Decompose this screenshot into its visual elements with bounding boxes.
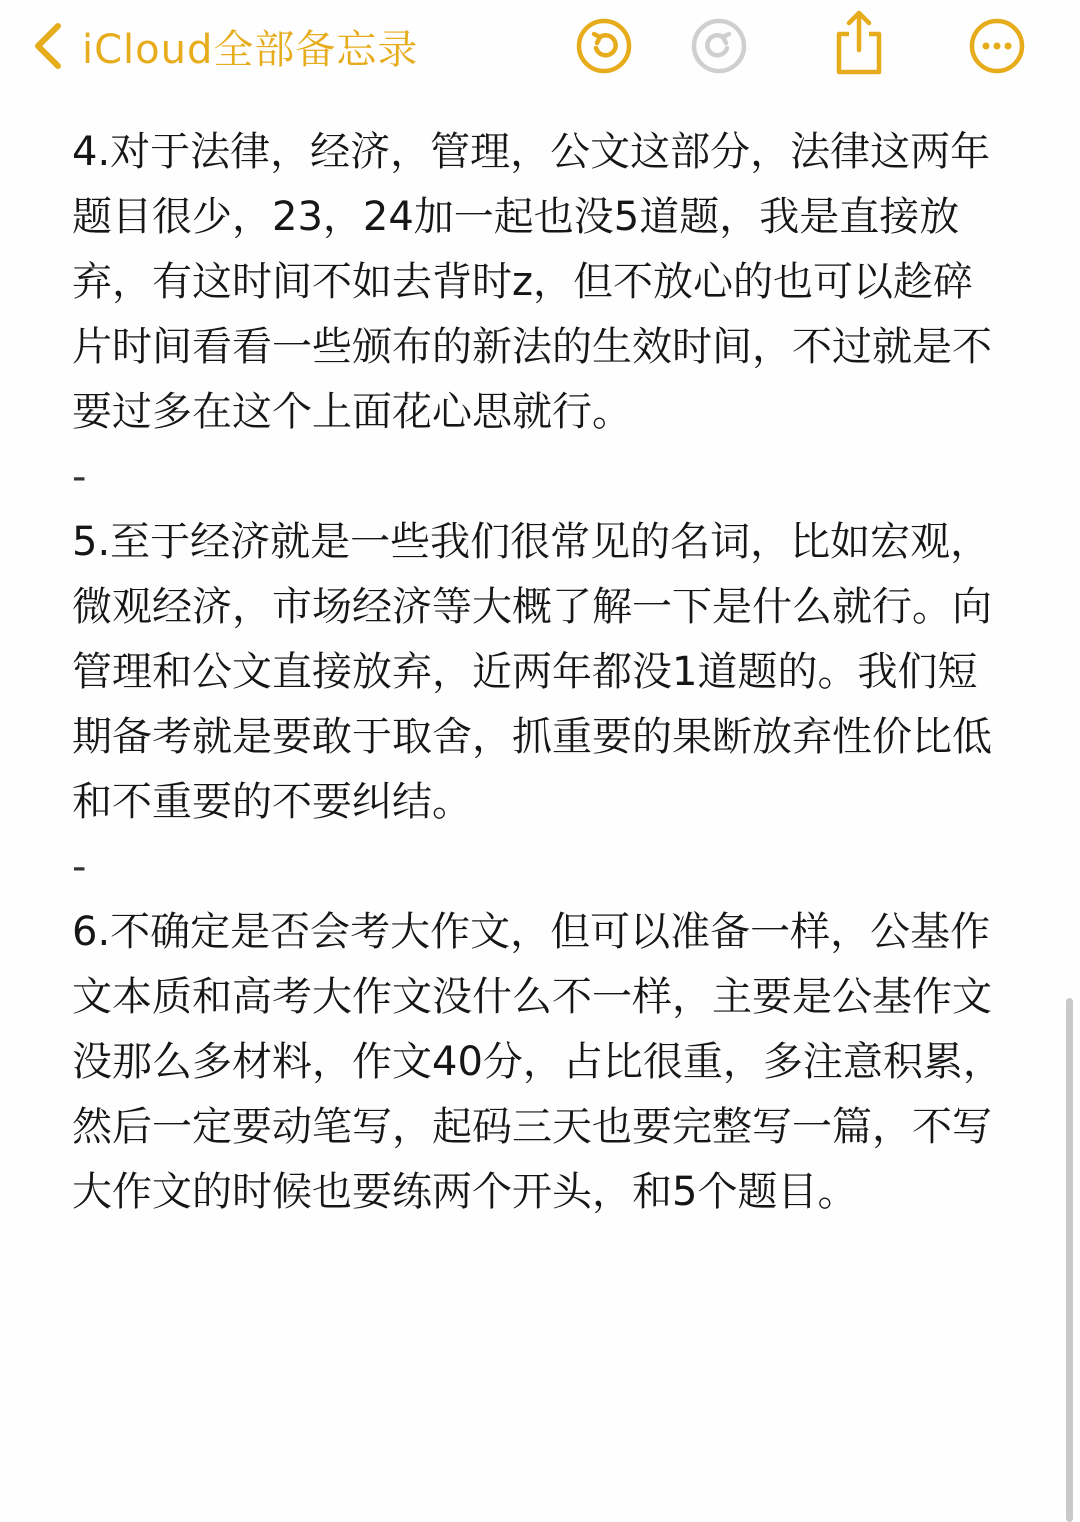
back-button[interactable] <box>28 14 418 78</box>
share-icon[interactable] <box>829 8 889 78</box>
separator-dash: - <box>72 844 87 890</box>
chevron-left-icon <box>28 21 68 71</box>
separator-dash: - <box>72 454 87 500</box>
note-paragraph-5: 5.至于经济就是一些我们很常见的名词，比如宏观，微观经济，市场经济等大概了解一下是什么就行。向管理和公文直接放弃，近两年都没1道题的。我们短期备考就是要敢于取舍，抓重要的果断放弃性价比低和不重要的不要纠结。 <box>72 519 992 825</box>
more-icon[interactable] <box>967 16 1027 76</box>
note-body[interactable] <box>72 120 1008 1225</box>
back-button-label: iCloud全部备忘录 <box>82 26 419 73</box>
note-paragraph-6: 6.不确定是否会考大作文，但可以准备一样，公基作文本质和高考大作文没什么不一样，主要是公基作文没那么多材料，作文40分，占比很重，多注意积累，然后一定要动笔写，起码三天也要完整写一篇，不写大作文的时候也要练两个开头，和5个题目。 <box>72 909 1003 1215</box>
scrollbar[interactable] <box>1066 998 1073 1522</box>
undo-icon[interactable] <box>574 16 634 76</box>
redo-icon[interactable] <box>689 16 749 76</box>
note-paragraph-4: 4.对于法律，经济，管理，公文这部分，法律这两年题目很少，23，24加一起也没5道题，我是直接放弃，有这时间不如去背时z，但不放心的也可以趁碎片时间看看一些颁布的新法的生效时间，不过就是不要过多在这个上面花心思就行。 <box>72 129 992 435</box>
nav-bar <box>0 0 1080 92</box>
